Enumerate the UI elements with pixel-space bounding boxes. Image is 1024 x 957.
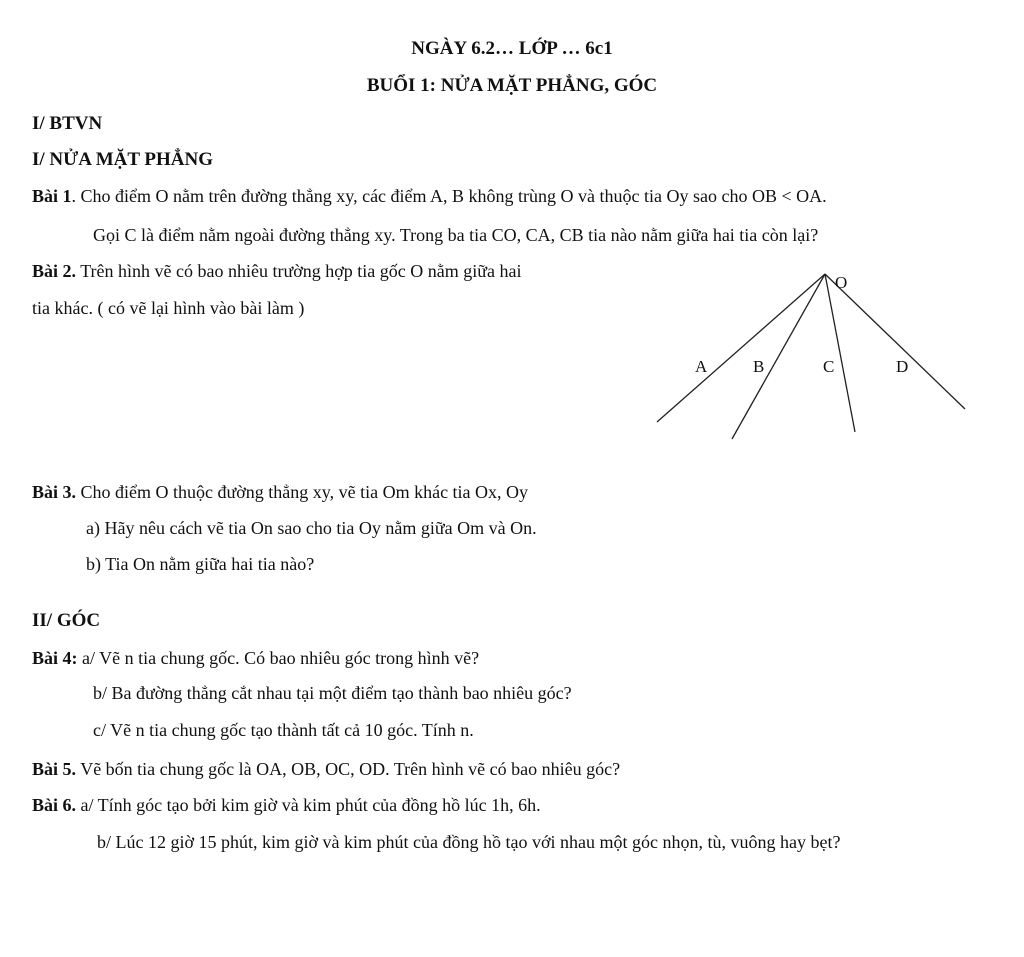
problem-5-text: Vẽ bốn tia chung gốc là OA, OB, OC, OD. Trên hình vẽ có bao nhiêu góc? — [76, 759, 621, 779]
problem-5-line-1 — [32, 759, 620, 781]
problem-4-part-a: a/ Vẽ n tia chung gốc. Có bao nhiêu góc trong hình vẽ? — [77, 648, 480, 668]
problem-6-label: Bài 6. — [32, 795, 77, 815]
problem-3-part-a: a) Hãy nêu cách vẽ tia On sao cho tia Oy nằm giữa Om và On. — [86, 518, 537, 538]
problem-5-label: Bài 5. — [32, 759, 77, 779]
problem-1-line-1 — [32, 186, 827, 208]
problem-1-line-2: Gọi C là điểm nằm ngoài đường thẳng xy. Trong ba tia CO, CA, CB tia nào nằm giữa hai tia còn lại? — [93, 225, 819, 245]
label-c: C — [823, 357, 835, 376]
section-half-plane: I/ NỬA MẶT PHẲNG — [32, 149, 214, 170]
label-o: O — [835, 273, 848, 292]
label-b: B — [753, 357, 765, 376]
problem-2-label: Bài 2. — [32, 261, 77, 281]
problem-1-text: . Cho điểm O nằm trên đường thẳng xy, các điểm A, B không trùng O và thuộc tia Oy sao cho OB < OA. — [71, 186, 827, 206]
label-d: D — [896, 357, 909, 376]
problem-3-text: Cho điểm O thuộc đường thẳng xy, vẽ tia Om khác tia Ox, Oy — [76, 482, 529, 502]
session-title: BUỔI 1: NỬA MẶT PHẲNG, GÓC — [366, 75, 658, 96]
label-a: A — [695, 357, 708, 376]
problem-1-label: Bài 1 — [32, 186, 72, 206]
rays-figure — [645, 262, 975, 447]
problem-4-part-c: c/ Vẽ n tia chung gốc tạo thành tất cả 10 góc. Tính n. — [93, 720, 474, 740]
ray-oa — [657, 274, 825, 422]
section-btvn: I/ BTVN — [32, 113, 103, 134]
problem-6-part-a: a/ Tính góc tạo bởi kim giờ và kim phút của đồng hồ lúc 1h, 6h. — [76, 795, 541, 815]
problem-3-label: Bài 3. — [32, 482, 77, 502]
problem-4-line-1 — [32, 648, 479, 670]
problem-3-part-b: b) Tia On nằm giữa hai tia nào? — [86, 554, 315, 574]
problem-2-line-2: tia khác. ( có vẽ lại hình vào bài làm ) — [32, 298, 305, 318]
date-line: NGÀY 6.2… LỚP … 6c1 — [411, 38, 613, 59]
problem-6-part-b: b/ Lúc 12 giờ 15 phút, kim giờ và kim phút của đồng hồ tạo với nhau một góc nhọn, tù, vuông hay bẹt? — [97, 832, 841, 852]
problem-4-label: Bài 4: — [32, 648, 78, 668]
problem-4-part-b: b/ Ba đường thẳng cắt nhau tại một điểm tạo thành bao nhiêu góc? — [93, 683, 572, 703]
problem-2-line-1 — [32, 261, 522, 283]
problem-6-line-1 — [32, 795, 541, 817]
section-angle: II/ GÓC — [32, 610, 101, 631]
ray-ob — [732, 274, 825, 439]
problem-3-line-1 — [32, 482, 528, 504]
problem-2-text: Trên hình vẽ có bao nhiêu trường hợp tia gốc O nằm giữa hai — [76, 261, 522, 281]
ray-od — [825, 274, 965, 409]
